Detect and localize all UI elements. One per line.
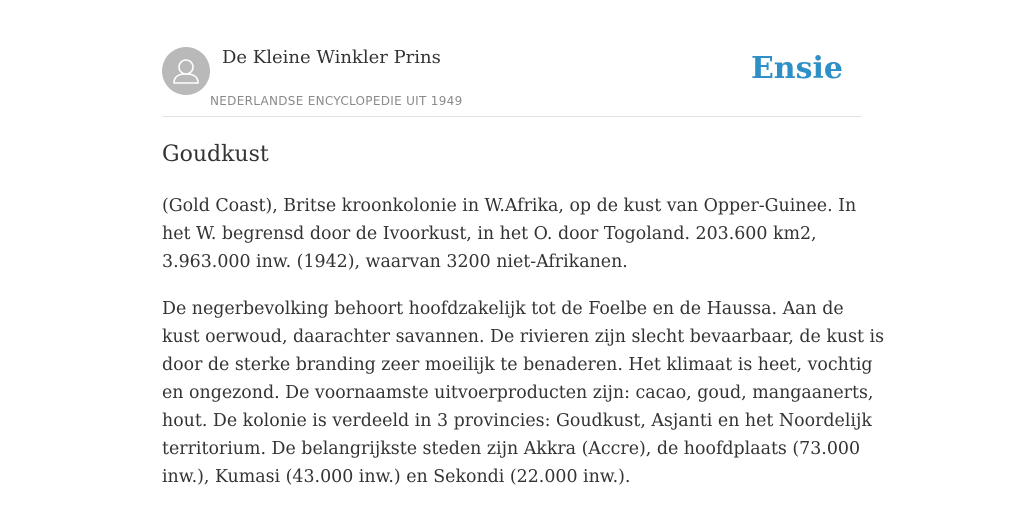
paragraph-line: 3.963.000 inw. (1942), waarvan 3200 niet-Afrikanen. — [162, 252, 628, 272]
paragraph-line: hout. De kolonie is verdeeld in 3 provincies: Goudkust, Asjanti en het Noordelijk — [162, 411, 872, 431]
article-paragraph-1 — [162, 192, 862, 276]
article-title: Goudkust — [162, 142, 269, 167]
paragraph-line: en ongezond. De voornaamste uitvoerproducten zijn: cacao, goud, mangaanerts, — [162, 383, 874, 403]
paragraph-line: territorium. De belangrijkste steden zijn Akkra (Accre), de hoofdplaats (73.000 — [162, 439, 861, 459]
paragraph-line: door de sterke branding zeer moeilijk te benaderen. Het klimaat is heet, vochtig — [162, 355, 873, 375]
paragraph-line: inw.), Kumasi (43.000 inw.) en Sekondi (22.000 inw.). — [162, 467, 631, 487]
author-subtitle: NEDERLANDSE ENCYCLOPEDIE UIT 1949 — [210, 94, 463, 108]
page-container — [162, 0, 885, 487]
author-name[interactable]: De Kleine Winkler Prins — [222, 47, 441, 68]
paragraph-line: De negerbevolking behoort hoofdzakelijk tot de Foelbe en de Haussa. Aan de — [162, 299, 844, 319]
site-logo[interactable]: Ensie — [750, 51, 843, 86]
paragraph-line: (Gold Coast), Britse kroonkolonie in W.Afrika, op de kust van Opper-Guinee. In — [162, 196, 857, 216]
paragraph-line: kust oerwoud, daarachter savannen. De rivieren zijn slecht bevaarbaar, de kust is — [162, 327, 885, 347]
article-paragraph-2 — [162, 295, 885, 491]
user-icon — [162, 47, 210, 95]
paragraph-line: het W. begrensd door de Ivoorkust, in het O. door Togoland. 203.600 km2, — [162, 224, 817, 244]
header — [162, 0, 862, 117]
author-avatar[interactable] — [162, 47, 210, 95]
